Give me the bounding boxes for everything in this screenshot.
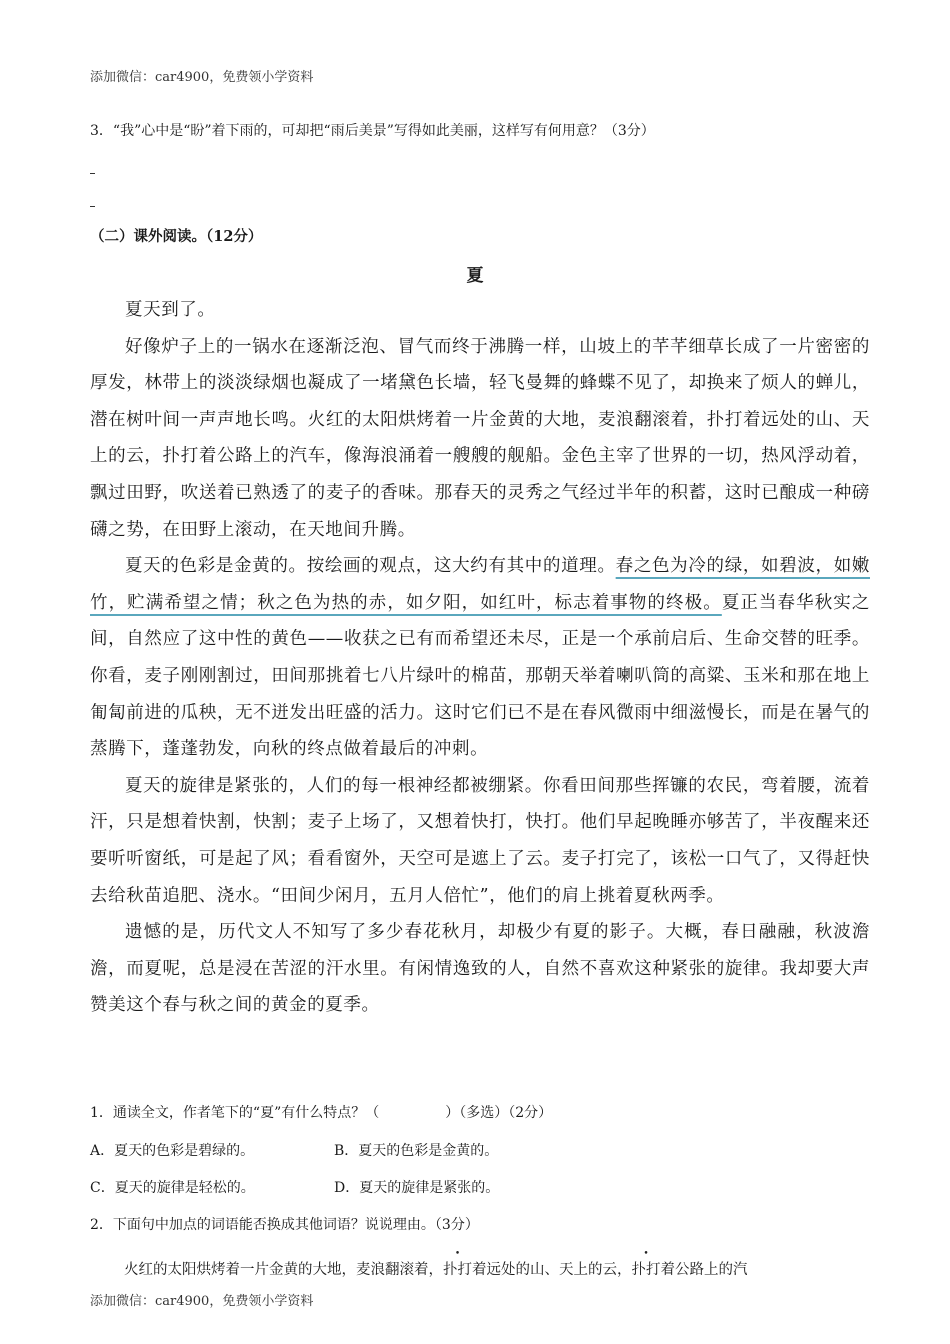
- paragraph: 好像炉子上的一锅水在逐渐泛泡、冒气而终于沸腾一样，山坡上的芊芊细草长成了一片密密的厚发，林带上的淡淡绿烟也凝成了一堵黛色长墙，轻飞曼舞的蜂蝶不见了，却换来了烦人的蝉儿，潜在树叶间一声声地长鸣。火红的太阳烘烤着一片金黄的大地，麦浪翻滚着，扑打着远处的山、天上的云，扑打着公路上的汽车，像海浪涌着一艘艘的舰船。金色主宰了世界的一切，热风浮动着，飘过田野，吹送着已熟透了的麦子的香味。那春天的灵秀之气经过半年的积蓄，这时已酿成一种磅礴之势，在田野上滚动，在天地间升腾。: [90, 336, 870, 540]
- sentence-part: 着公路上的汽: [660, 1262, 748, 1278]
- question-2-sentence: [124, 1258, 748, 1279]
- option-c[interactable]: C．夏天的旋律是轻松的。: [90, 1180, 255, 1196]
- header-note: 添加微信：car4900，免费领小学资料: [90, 70, 314, 85]
- dotted-word: 扑打: [631, 1262, 661, 1278]
- q1-stem-end: ）（多选）（2分）: [445, 1105, 553, 1121]
- section-title: （二）课外阅读。（12分）: [90, 228, 263, 245]
- paragraph: [90, 548, 870, 768]
- q1-stem-start: 1．通读全文，作者笔下的“夏”有什么特点？（: [90, 1105, 380, 1121]
- footer-note: 添加微信：car4900，免费领小学资料: [90, 1294, 314, 1309]
- paragraph: 夏天到了。: [125, 300, 216, 320]
- paragraph-text: 夏正当春华秋实之间，自然应了这中性的黄色——收获之已有而希望还未尽，正是一个承前启后、生命交替的旺季。你看，麦子刚刚割过，田间那挑着七八片绿叶的棉苗，那朝天举着喇叭筒的高粱、玉米和那在地上匍匐前进的瓜秧，无不迸发出旺盛的活力。这时它们已不是在春风微雨中细滋慢长，而是在暑气的蒸腾下，蓬蓬勃发，向秋的终点做着最后的冲刺。: [90, 592, 870, 760]
- dotted-word: 扑打: [443, 1262, 472, 1278]
- paragraph-text: 夏天的色彩是金黄的。按绘画的观点，这大约有其中的道理。: [125, 556, 616, 577]
- question-2-stem: 2．下面句中加点的词语能否换成其他词语？说说理由。（3分）: [90, 1217, 479, 1233]
- underlined-sentence: 春之色为冷的绿，如碧波，如嫩竹，贮满希望之情；秋之色为热的赤，如夕阳，如红叶，标志着事物的终极。: [90, 556, 870, 613]
- answer-line[interactable]: [90, 173, 95, 174]
- sentence-part: 火红的太阳烘烤着一片金黄的大地，麦浪翻滚着，: [124, 1262, 443, 1278]
- question-3: 3．“我”心中是“盼”着下雨的，可却把“雨后美景”写得如此美丽，这样写有何用意？（3分）: [90, 123, 655, 139]
- article-body: [90, 292, 870, 1024]
- article-title: 夏: [466, 266, 484, 286]
- sentence-part: 着远处的山、天上的云，: [472, 1262, 632, 1278]
- question-1-stem: [90, 1102, 552, 1122]
- option-b[interactable]: B．夏天的色彩是金黄的。: [334, 1143, 499, 1159]
- answer-line[interactable]: [90, 206, 95, 207]
- paragraph: 遗憾的是，历代文人不知写了多少春花秋月，却极少有夏的影子。大概，春日融融，秋波澹澹，而夏呢，总是浸在苦涩的汗水里。有闲情逸致的人，自然不喜欢这种紧张的旋律。我却要大声赞美这个春与秋之间的黄金的夏季。: [90, 922, 870, 1016]
- option-a[interactable]: A．夏天的色彩是碧绿的。: [90, 1143, 255, 1159]
- option-d[interactable]: D．夏天的旋律是紧张的。: [334, 1180, 500, 1196]
- paragraph: 夏天的旋律是紧张的，人们的每一根神经都被绷紧。你看田间那些挥镰的农民，弯着腰，流着汗，只是想着快割，快割；麦子上场了，又想着快打，快打。他们早起晚睡亦够苦了，半夜醒来还要听听窗纸，可是起了风；看看窗外，天空可是遮上了云。麦子打完了，该松一口气了，又得赶快去给秋苗追肥、浇水。“田间少闲月，五月人倍忙”，他们的肩上挑着夏秋两季。: [90, 775, 870, 906]
